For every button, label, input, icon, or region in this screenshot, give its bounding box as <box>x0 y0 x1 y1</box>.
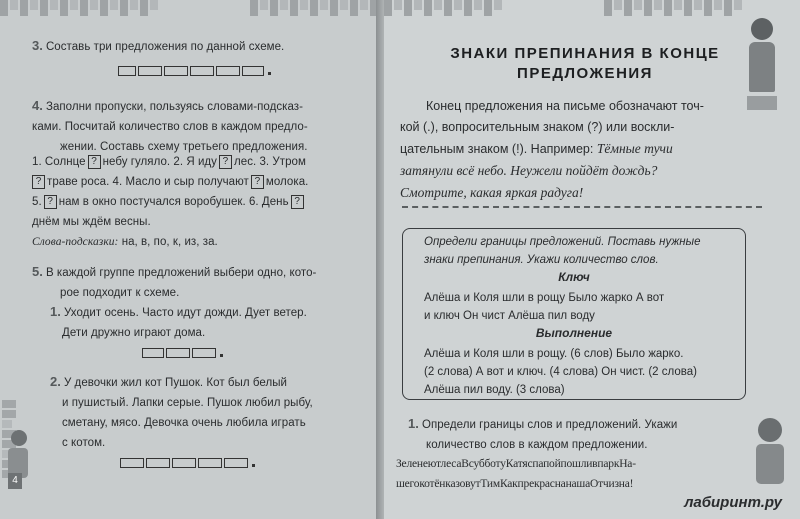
left-page <box>0 0 392 519</box>
task-number: 4. <box>32 98 43 113</box>
top-stripes-decoration <box>604 0 742 24</box>
sentence-text: днём мы ждём весны. <box>32 216 151 228</box>
sentence-text: молока. <box>265 176 309 188</box>
solution-label: Выполнение <box>535 326 613 340</box>
text-line: с котом. <box>62 437 106 449</box>
letter-string: шегокотёнказовутТимКакпрекраснанашаОтчизна! <box>396 478 634 490</box>
sentence-scheme <box>142 348 223 358</box>
sentence-scheme <box>118 66 271 76</box>
task-4 <box>32 96 362 157</box>
text-line: кой (.), вопросительным знаком (?) или воскли- <box>400 120 675 134</box>
solution-line: Алёша и Коля шли в рощу. (6 слов) Было жарко. <box>424 348 684 360</box>
hints <box>32 232 218 252</box>
blank-box: ? <box>32 175 45 189</box>
text-line: Уходит осень. Часто идут дожди. Дует ветер. <box>63 307 307 319</box>
text-line: рое подходит к схеме. <box>60 287 180 299</box>
page-number: 4 <box>8 473 22 489</box>
task-number: 3. <box>32 38 43 53</box>
text-line: Заполни пропуски, пользуясь словами-подсказ- <box>45 101 304 113</box>
task-5 <box>32 262 362 303</box>
text-line: Определи границы слов и предложений. Укажи <box>421 419 678 431</box>
text-line: жении. Составь схему третьего предложения. <box>60 141 308 153</box>
text-line: Дети дружно играют дома. <box>62 327 206 339</box>
task-number: 1. <box>408 416 419 431</box>
top-stripes-decoration <box>250 0 378 24</box>
task-1 <box>408 414 738 455</box>
solution-line: Алёша пил воду. (3 слова) <box>424 384 565 396</box>
example-text: затянули всё небо. Неужели пойдёт дождь? <box>400 163 658 178</box>
text-line: количество слов в каждом предложении. <box>426 439 648 451</box>
task-3 <box>32 36 284 57</box>
top-stripes-decoration <box>384 0 502 24</box>
key-label: Ключ <box>558 270 590 284</box>
text-line: и пушистый. Лапки серые. Пушок любил рыбу, <box>62 397 313 409</box>
sentence-text: нам в окно постучался воробушек. 6. День <box>58 196 289 208</box>
box-task-line: знаки препинания. Укажи количество слов. <box>424 254 659 266</box>
logo-text: лабиринт.ру <box>684 494 782 511</box>
top-stripes-decoration <box>0 0 158 24</box>
task-5-sub-2 <box>50 372 370 453</box>
key-line: и ключ Он чист Алёша пил воду <box>424 310 595 322</box>
sentence-text: траве роса. 4. Масло и сыр получают <box>47 176 249 188</box>
dashed-divider <box>402 206 762 208</box>
section-title-line-1: ЗНАКИ ПРЕПИНАНИЯ В КОНЦЕ <box>450 45 720 62</box>
example-text: Смотрите, какая яркая радуга! <box>400 185 584 200</box>
example-text: Тёмные тучи <box>596 141 673 156</box>
blank-box: ? <box>219 155 232 169</box>
boy-illustration <box>752 418 788 498</box>
task-5-sub-1 <box>50 302 370 343</box>
hints-words: на, в, по, к, из, за. <box>121 236 218 248</box>
box-task-line: Определи границы предложений. Поставь нужные <box>424 236 701 248</box>
section-title-line-2: ПРЕДЛОЖЕНИЯ <box>517 65 653 82</box>
girl-illustration <box>742 18 782 128</box>
task-number: 5. <box>32 264 43 279</box>
task-text: Составь три предложения по данной схеме. <box>45 41 285 53</box>
blank-box: ? <box>251 175 264 189</box>
text-line: В каждой группе предложений выбери одно, кото- <box>45 267 317 279</box>
sentence-text: 1. Солнце <box>32 156 86 168</box>
blank-box: ? <box>44 195 57 209</box>
sentence-text: лес. 3. Утром <box>233 156 306 168</box>
text-line: Конец предложения на письме обозначают точ- <box>426 99 704 113</box>
text-line: цательным знаком (!). Например: <box>400 142 594 156</box>
text-line: У девочки жил кот Пушок. Кот был белый <box>63 377 288 389</box>
sentence-text: 5. <box>32 196 42 208</box>
rule-paragraph <box>400 96 745 204</box>
sentence-text: небу гуляло. 2. Я иду <box>102 156 217 168</box>
labirint-logo <box>684 494 782 511</box>
blank-box: ? <box>88 155 101 169</box>
hints-label: Слова-подсказки: <box>32 236 119 248</box>
solution-line: (2 слова) А вот и ключ. (4 слова) Он чист. (2 слова) <box>424 366 697 378</box>
sub-number: 1. <box>50 304 61 319</box>
task-4-sentences <box>32 152 362 232</box>
sub-number: 2. <box>50 374 61 389</box>
letter-string: ЗеленеютлесаВсубботуКатяспапойпошливпаркНа- <box>396 458 636 470</box>
sentence-scheme <box>120 458 255 468</box>
blank-box: ? <box>291 195 304 209</box>
text-line: ками. Посчитай количество слов в каждом предло- <box>32 121 308 133</box>
key-line: Алёша и Коля шли в рощу Было жарко А вот <box>424 292 665 304</box>
text-line: сметану, мясо. Девочка очень любила играть <box>62 417 306 429</box>
